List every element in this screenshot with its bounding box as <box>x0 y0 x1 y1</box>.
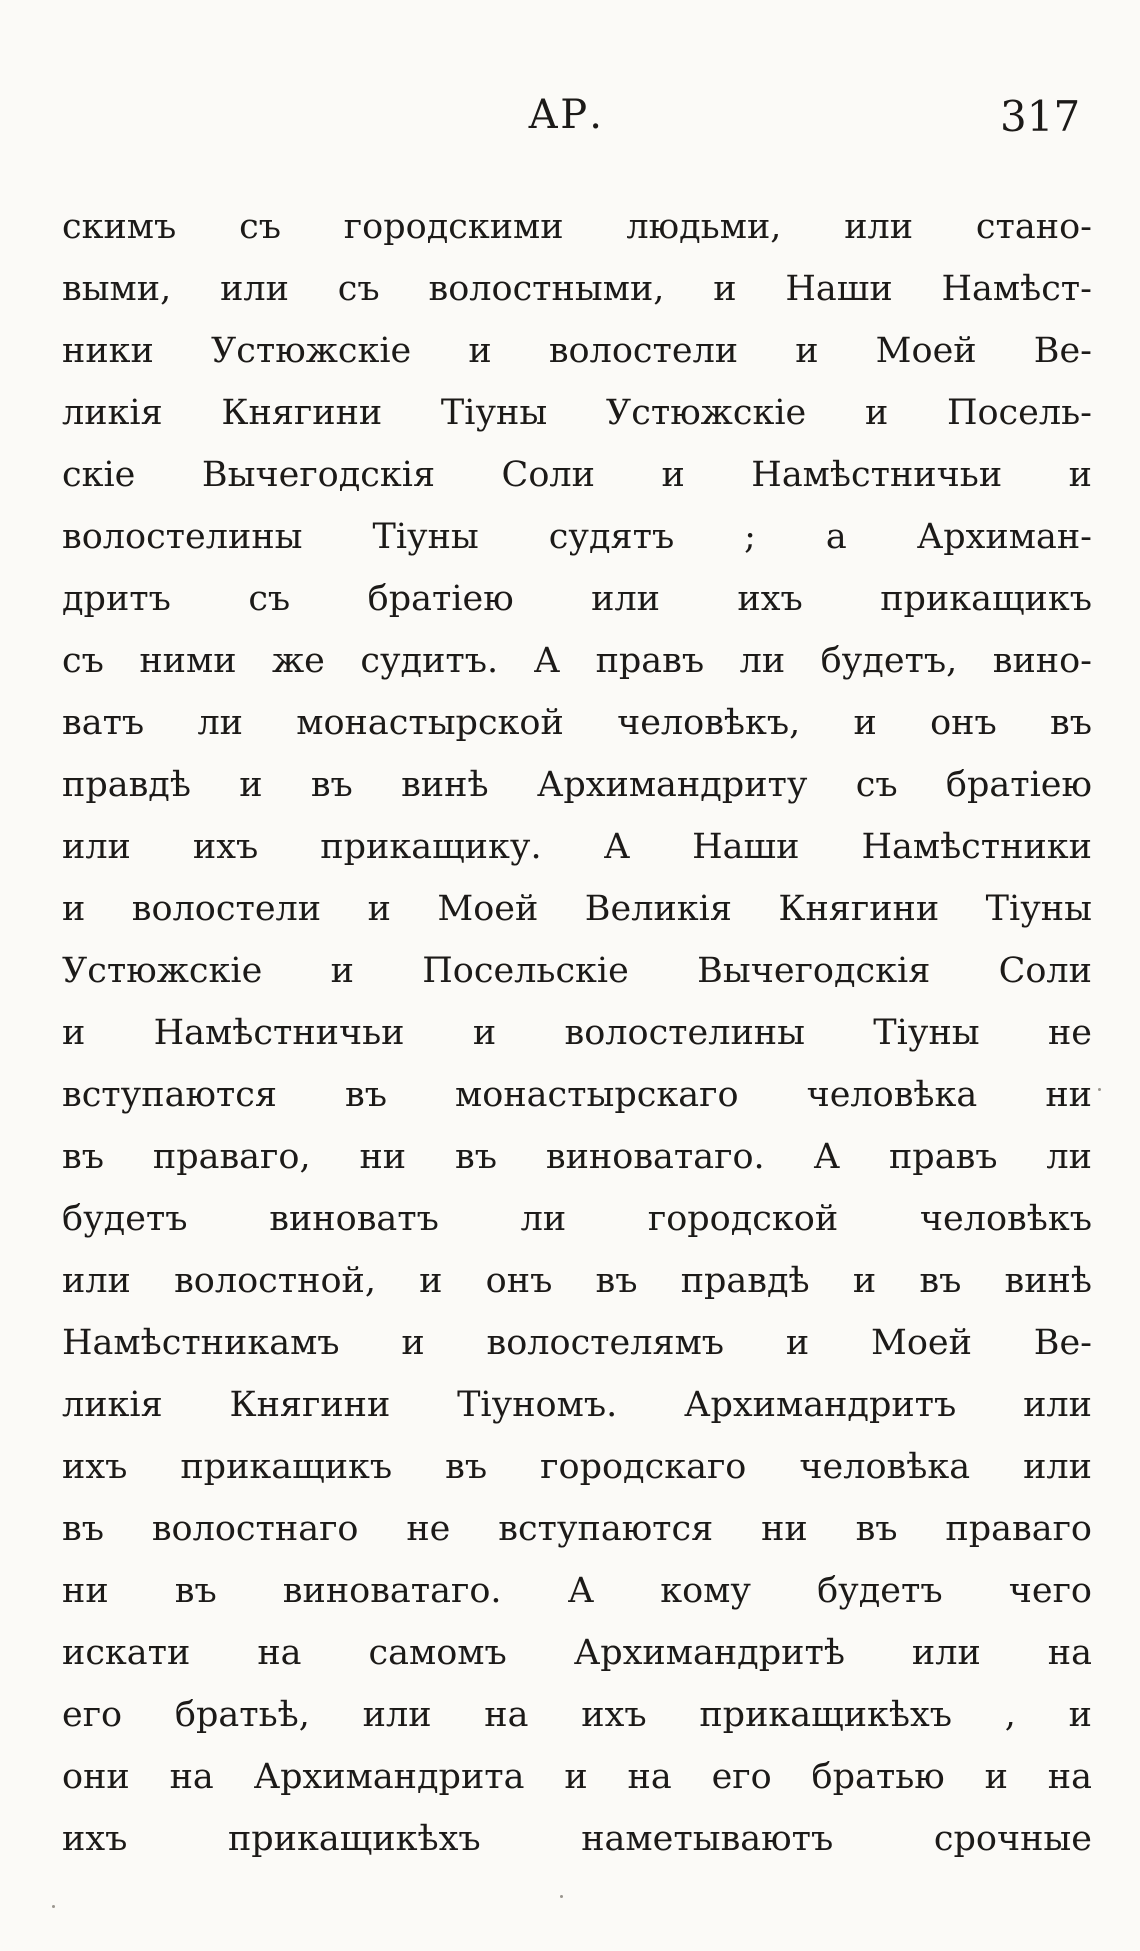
text-line: вступаются въ монастырскаго человѣка ни <box>62 1075 1092 1115</box>
text-line: съ ними же судитъ. А правъ ли будетъ, вино- <box>62 641 1092 681</box>
scan-speck <box>1098 1088 1101 1091</box>
text-line: ликія Княгини Тіуномъ. Архимандритъ или <box>62 1385 1092 1425</box>
text-line: скимъ съ городскими людьми, или стано- <box>62 207 1092 247</box>
text-line: или волостной, и онъ въ правдѣ и въ винѣ <box>62 1261 1092 1301</box>
text-line: скіе Вычегодскія Соли и Намѣстничьи и <box>62 455 1092 495</box>
text-line: и волостели и Моей Великія Княгини Тіуны <box>62 889 1092 929</box>
text-line: искати на самомъ Архимандритѣ или на <box>62 1633 1092 1673</box>
text-line: ни въ виноватаго. А кому будетъ чего <box>62 1571 1092 1611</box>
text-line: ники Устюжскіе и волостели и Моей Ве- <box>62 331 1092 371</box>
text-line: будетъ виноватъ ли городской человѣкъ <box>62 1199 1092 1239</box>
text-line: Намѣстникамъ и волостелямъ и Моей Ве- <box>62 1323 1092 1363</box>
scan-speck <box>52 1905 55 1908</box>
text-line: или ихъ прикащику. А Наши Намѣстники <box>62 827 1092 867</box>
text-line: волостелины Тіуны судятъ ; а Архиман- <box>62 517 1092 557</box>
text-line: ихъ прикащикъ въ городскаго человѣка или <box>62 1447 1092 1487</box>
text-line: его братьѣ, или на ихъ прикащикѣхъ , и <box>62 1695 1092 1735</box>
text-line: ихъ прикащикѣхъ наметываютъ срочные <box>62 1819 1092 1859</box>
text-line: правдѣ и въ винѣ Архимандриту съ братіею <box>62 765 1092 805</box>
text-line: они на Архимандрита и на его братью и на <box>62 1757 1092 1797</box>
scan-speck <box>560 1895 563 1898</box>
body-text <box>62 196 1092 1870</box>
text-line: ликія Княгини Тіуны Устюжскіе и Посель- <box>62 393 1092 433</box>
text-line: въ волостнаго не вступаются ни въ праваго <box>62 1509 1092 1549</box>
text-line: Устюжскіе и Посельскіе Вычегодскія Соли <box>62 951 1092 991</box>
text-line: и Намѣстничьи и волостелины Тіуны не <box>62 1013 1092 1053</box>
text-line: выми, или съ волостными, и Наши Намѣст- <box>62 269 1092 309</box>
running-head: АР. <box>528 92 604 138</box>
text-line: дритъ съ братіею или ихъ прикащикъ <box>62 579 1092 619</box>
text-line: въ праваго, ни въ виноватаго. А правъ ли <box>62 1137 1092 1177</box>
page-number: 317 <box>1000 92 1081 141</box>
text-line: ватъ ли монастырской человѣкъ, и онъ въ <box>62 703 1092 743</box>
